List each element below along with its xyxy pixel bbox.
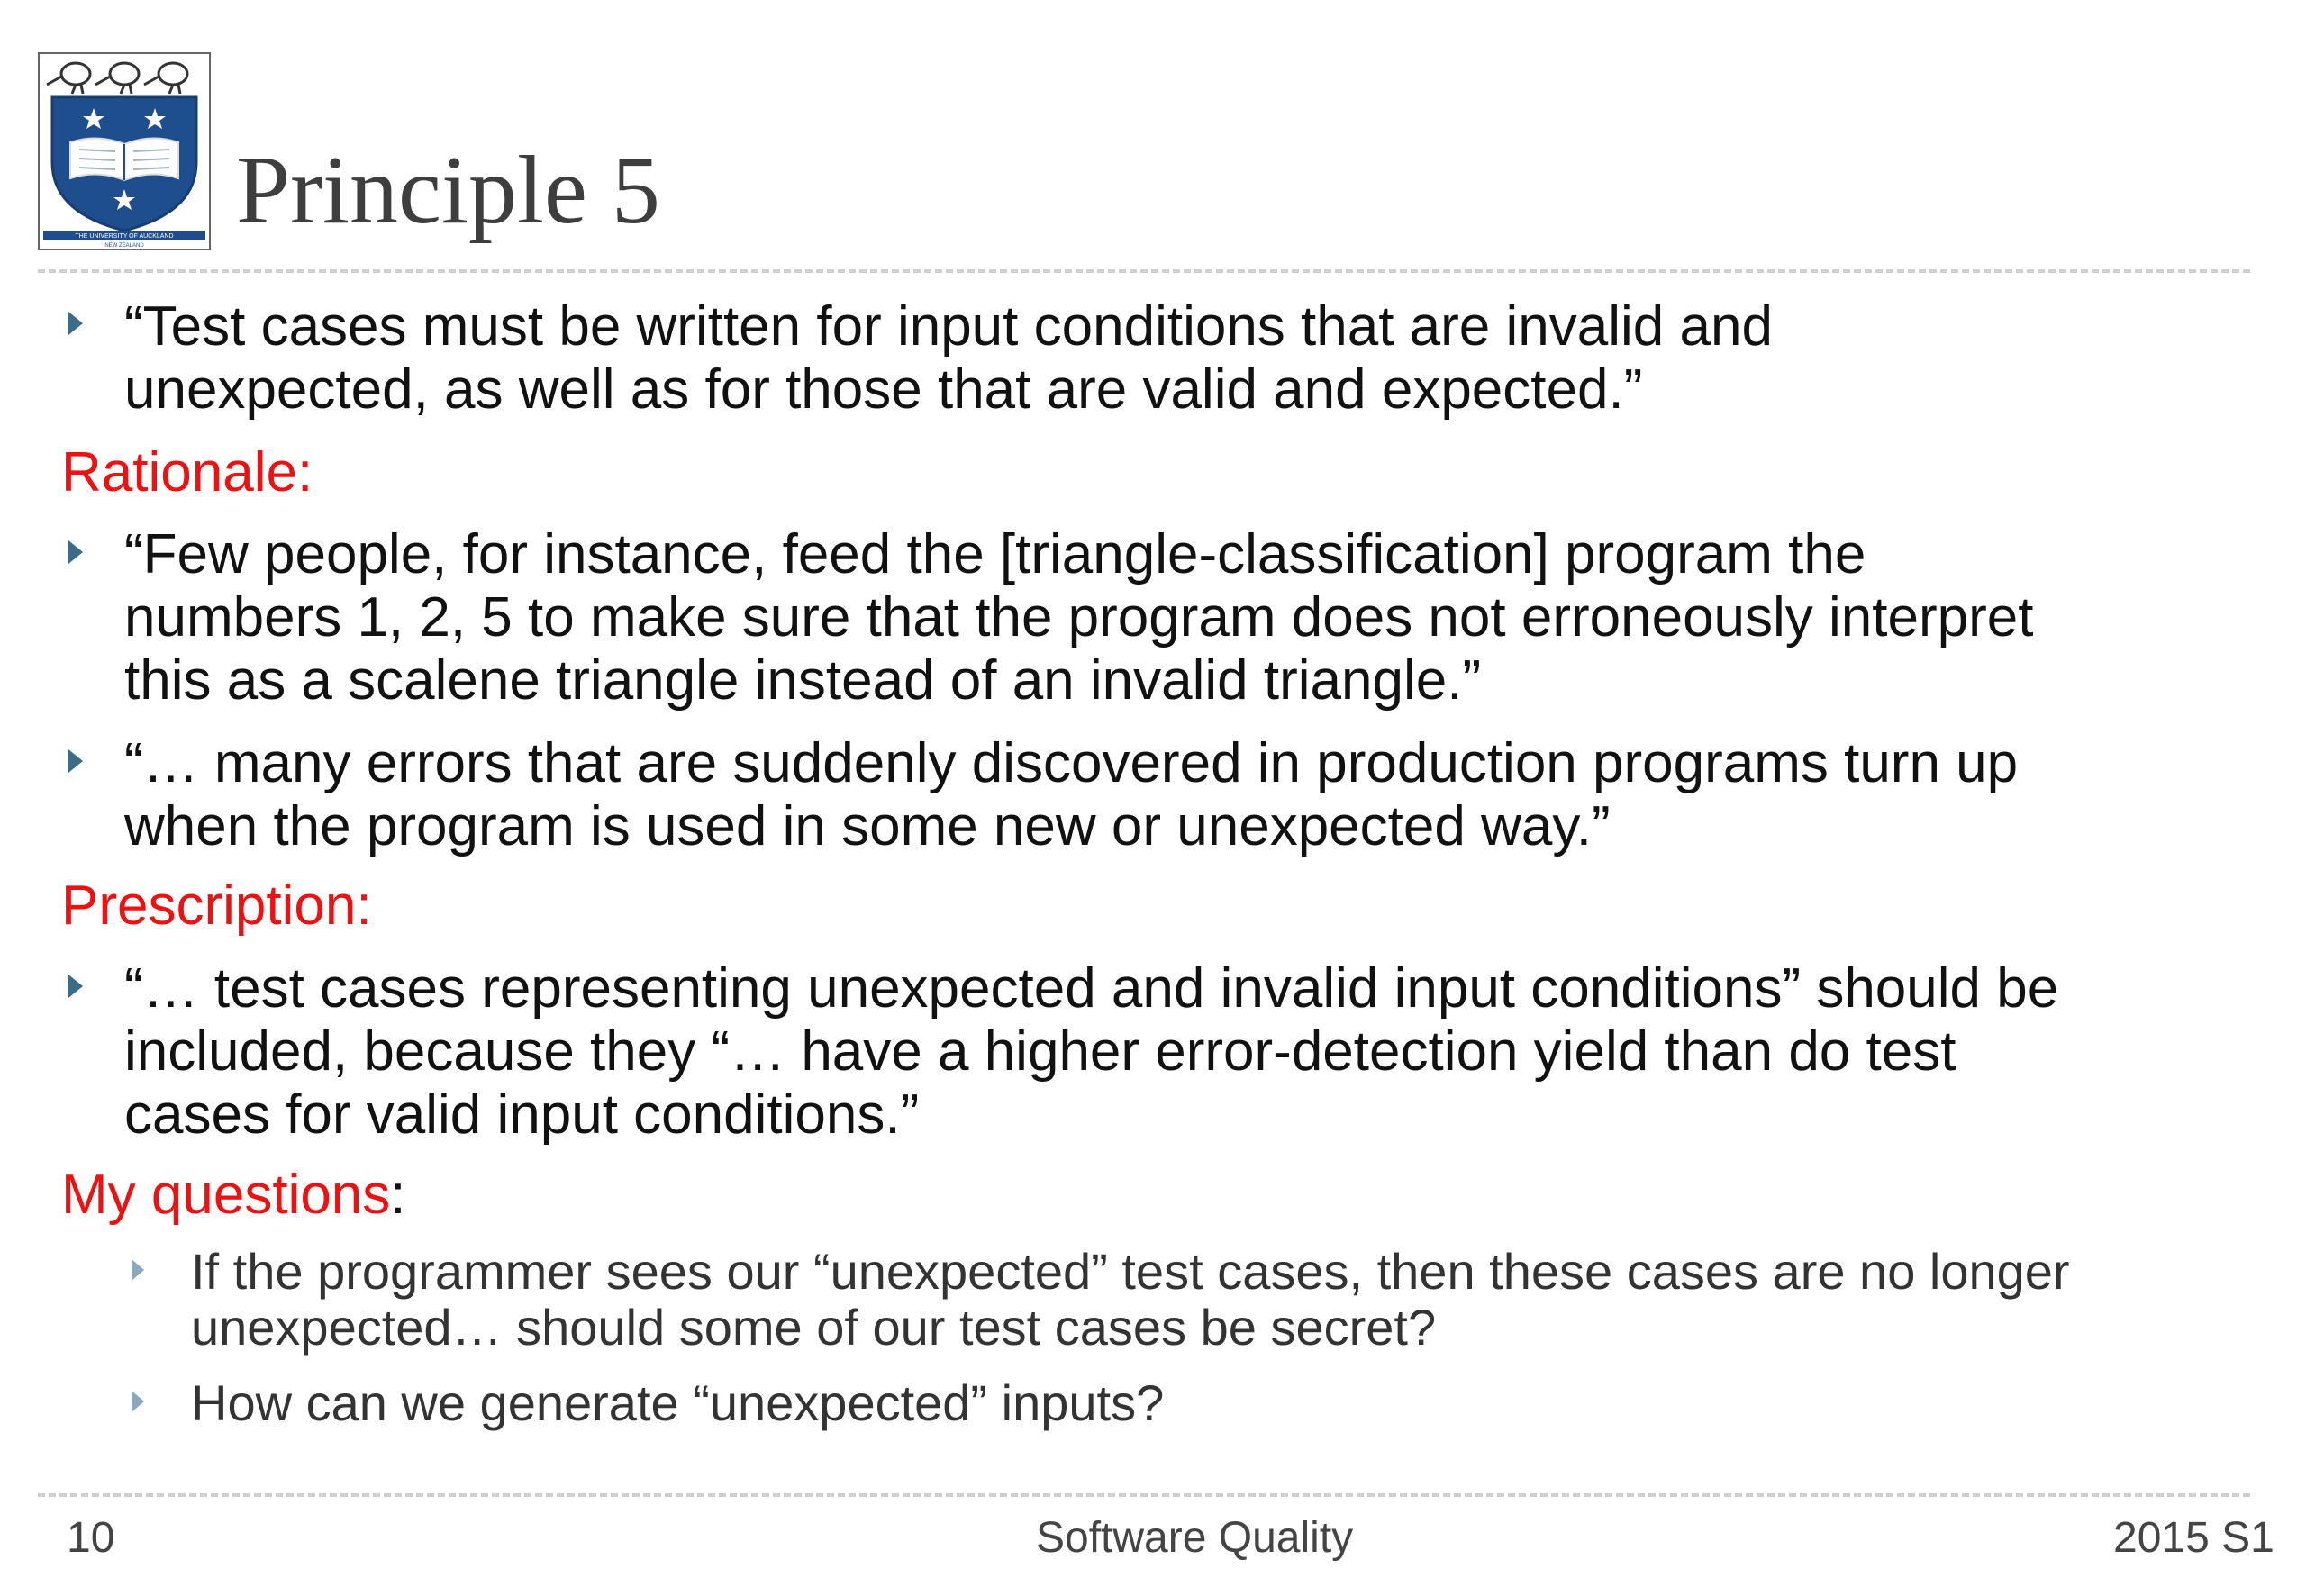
sub-bullet-triangle-icon: [132, 1391, 144, 1412]
bullet-triangle-icon: [68, 749, 83, 773]
my-questions-heading: [61, 1164, 406, 1226]
sub-bullet-line: unexpected… should some of our test cases be secret?: [191, 1299, 1437, 1356]
sub-bullet-line: How can we generate “unexpected” inputs?: [191, 1374, 1165, 1431]
footer-term: 2015 S1: [2113, 1514, 2274, 1562]
logo-country-text: NEW ZEALAND: [104, 243, 144, 249]
university-crest-logo: [38, 52, 211, 250]
my-questions-colon: :: [390, 1164, 406, 1226]
footer-course: Software Quality: [1036, 1514, 1354, 1562]
my-questions-label: My questions: [61, 1164, 391, 1226]
footer-page-number: 10: [67, 1514, 115, 1562]
bullet-line: “Test cases must be written for input conditions that are invalid and: [124, 295, 1773, 358]
kiwi-birds-icon: [47, 63, 187, 94]
bullet-line: “… many errors that are suddenly discovered in production programs turn up: [124, 732, 2019, 794]
bullet-line: “Few people, for instance, feed the [triangle-classification] program the: [124, 523, 1866, 585]
sub-bullet-line: If the programmer sees our “unexpected” test cases, then these cases are no longer: [191, 1243, 2070, 1300]
slide-title: Principle 5: [236, 137, 660, 244]
sub-bullet-triangle-icon: [132, 1259, 144, 1281]
footer-divider: [38, 1493, 2250, 1497]
bullet-triangle-icon: [68, 540, 83, 564]
open-book-icon: [70, 138, 178, 180]
bullet-line: numbers 1, 2, 5 to make sure that the program does not erroneously interpret: [124, 586, 2034, 648]
bullet-line: included, because they “… have a higher error-detection yield than do test: [124, 1020, 1956, 1083]
bullet-line: “… test cases representing unexpected and invalid input conditions” should be: [124, 957, 2059, 1020]
bullet-line: this as a scalene triangle instead of an invalid triangle.”: [124, 649, 1482, 712]
rationale-heading: Rationale:: [61, 441, 313, 503]
bullet-line: unexpected, as well as for those that are valid and expected.”: [124, 358, 1643, 421]
bullet-triangle-icon: [68, 312, 83, 335]
prescription-heading: Prescription:: [61, 875, 372, 937]
bullet-triangle-icon: [68, 975, 83, 998]
title-divider: [38, 269, 2250, 273]
bullet-line: cases for valid input conditions.”: [124, 1084, 920, 1146]
crest-svg: [40, 54, 209, 249]
bullet-line: when the program is used in some new or unexpected way.”: [124, 795, 1611, 857]
logo-institution-text: THE UNIVERSITY OF AUCKLAND: [75, 233, 174, 240]
